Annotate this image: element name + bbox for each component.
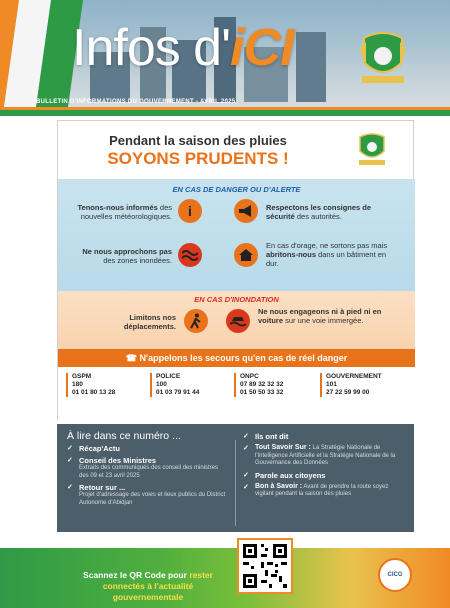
check-icon: ✓ [67, 445, 73, 452]
header-banner [0, 0, 450, 116]
toc-right-column [243, 432, 407, 502]
check-icon: ✓ [67, 457, 73, 464]
phone-icon: ☎ [125, 353, 137, 363]
footer-qr-cta: Scannez le QR Code pour rester connectés à l'actualité gouvernementale [83, 570, 213, 602]
flood-icon [178, 243, 202, 267]
car-in-water-icon [226, 309, 250, 333]
coat-of-arms-icon [355, 131, 389, 167]
toc-item[interactable]: ✓ Récap'Actu [67, 444, 120, 453]
ivory-coast-flag [0, 0, 83, 110]
danger-heading: EN CAS DE DANGER OU D'ALERTE [172, 185, 301, 194]
flood-heading: EN CAS D'INONDATION [194, 295, 279, 304]
toc-left-column [67, 444, 227, 510]
qr-code[interactable] [237, 538, 293, 594]
masthead-title-main: Infos d' [72, 19, 231, 77]
qr-code-icon [239, 540, 291, 592]
emergency-contacts [58, 367, 415, 421]
table-of-contents [57, 424, 414, 532]
check-icon: ✓ [243, 483, 249, 491]
toc-divider [235, 440, 236, 526]
toc-item[interactable]: ✓ Tout Savoir Sur : La Stratégie Nationale de l'Intelligence Artificielle et la Stratégie Nationale de la Gouvernance des Données [243, 444, 396, 466]
toc-item[interactable]: ✓ Conseil des Ministres Extraits des communiqués des conseil des ministres des 09 et 23 avril 2025 [67, 456, 219, 479]
check-icon: ✓ [243, 433, 249, 440]
contact-onpc: ONPC 07 89 32 32 32 01 50 50 33 32 [234, 373, 283, 397]
msg-avoid-flooded-zones: Ne nous approchons pas des zones inondées. [82, 247, 172, 265]
msg-limit-travel: Limitons nos déplacements. [123, 313, 176, 331]
city-building [296, 32, 326, 102]
walking-person-icon [184, 309, 208, 333]
msg-no-immersed-roads: Ne nous engageons ni à pied ni en voiture sur une voie immergée. [258, 307, 382, 325]
toc-item[interactable]: ✓ Bon à Savoir : Avant de prendre la route soyez vigilant pendant la saison des pluies [243, 482, 389, 497]
masthead-title-accent: iCI [230, 19, 294, 77]
check-icon: ✓ [67, 484, 73, 491]
contact-gouvernement: GOUVERNEMENT 101 27 22 59 99 00 [320, 373, 382, 397]
toc-item[interactable]: ✓ Ils ont dit [243, 432, 289, 441]
megaphone-icon [234, 199, 258, 223]
rain-safety-poster [57, 120, 414, 420]
toc-item[interactable]: ✓ Retour sur ... Projet d'adressage des voies et lieux publics du District Autonome d'Abidjan [67, 483, 226, 506]
msg-take-shelter: En cas d'orage, ne sortons pas mais abritons-nous dans un bâtiment en dur. [266, 241, 388, 268]
contact-police: POLICE 100 01 03 79 91 44 [150, 373, 199, 397]
coat-of-arms-icon [356, 28, 410, 88]
flood-section [58, 291, 415, 349]
poster-title-line1: Pendant la saison des pluies [109, 133, 287, 148]
emergency-call-text: N'appelons les secours qu'en cas de réel danger [139, 353, 348, 363]
shelter-icon [234, 243, 258, 267]
info-icon: i [178, 199, 202, 223]
danger-section [58, 179, 415, 299]
emergency-call-banner [58, 349, 415, 367]
contact-gspm: GSPM 180 01 01 80 13 28 [66, 373, 115, 397]
cicg-logo: CICG [378, 558, 412, 592]
msg-stay-informed: Tenons-nous informés des nouvelles météorologiques. [77, 203, 172, 221]
toc-title: À lire dans ce numéro ... [67, 430, 181, 442]
check-icon: ✓ [243, 445, 249, 452]
check-icon: ✓ [243, 471, 249, 479]
masthead-title [72, 18, 293, 78]
poster-title-line2: SOYONS PRUDENTS ! [107, 149, 289, 168]
msg-follow-instructions: Respectons les consignes de sécurité des autorités. [266, 203, 372, 221]
bulletin-subtitle: BULLETIN D'INFORMATIONS DU GOUVERNEMENT - AVRIL 2025 [36, 99, 236, 105]
toc-item[interactable]: ✓ Parole aux citoyens [243, 470, 326, 480]
